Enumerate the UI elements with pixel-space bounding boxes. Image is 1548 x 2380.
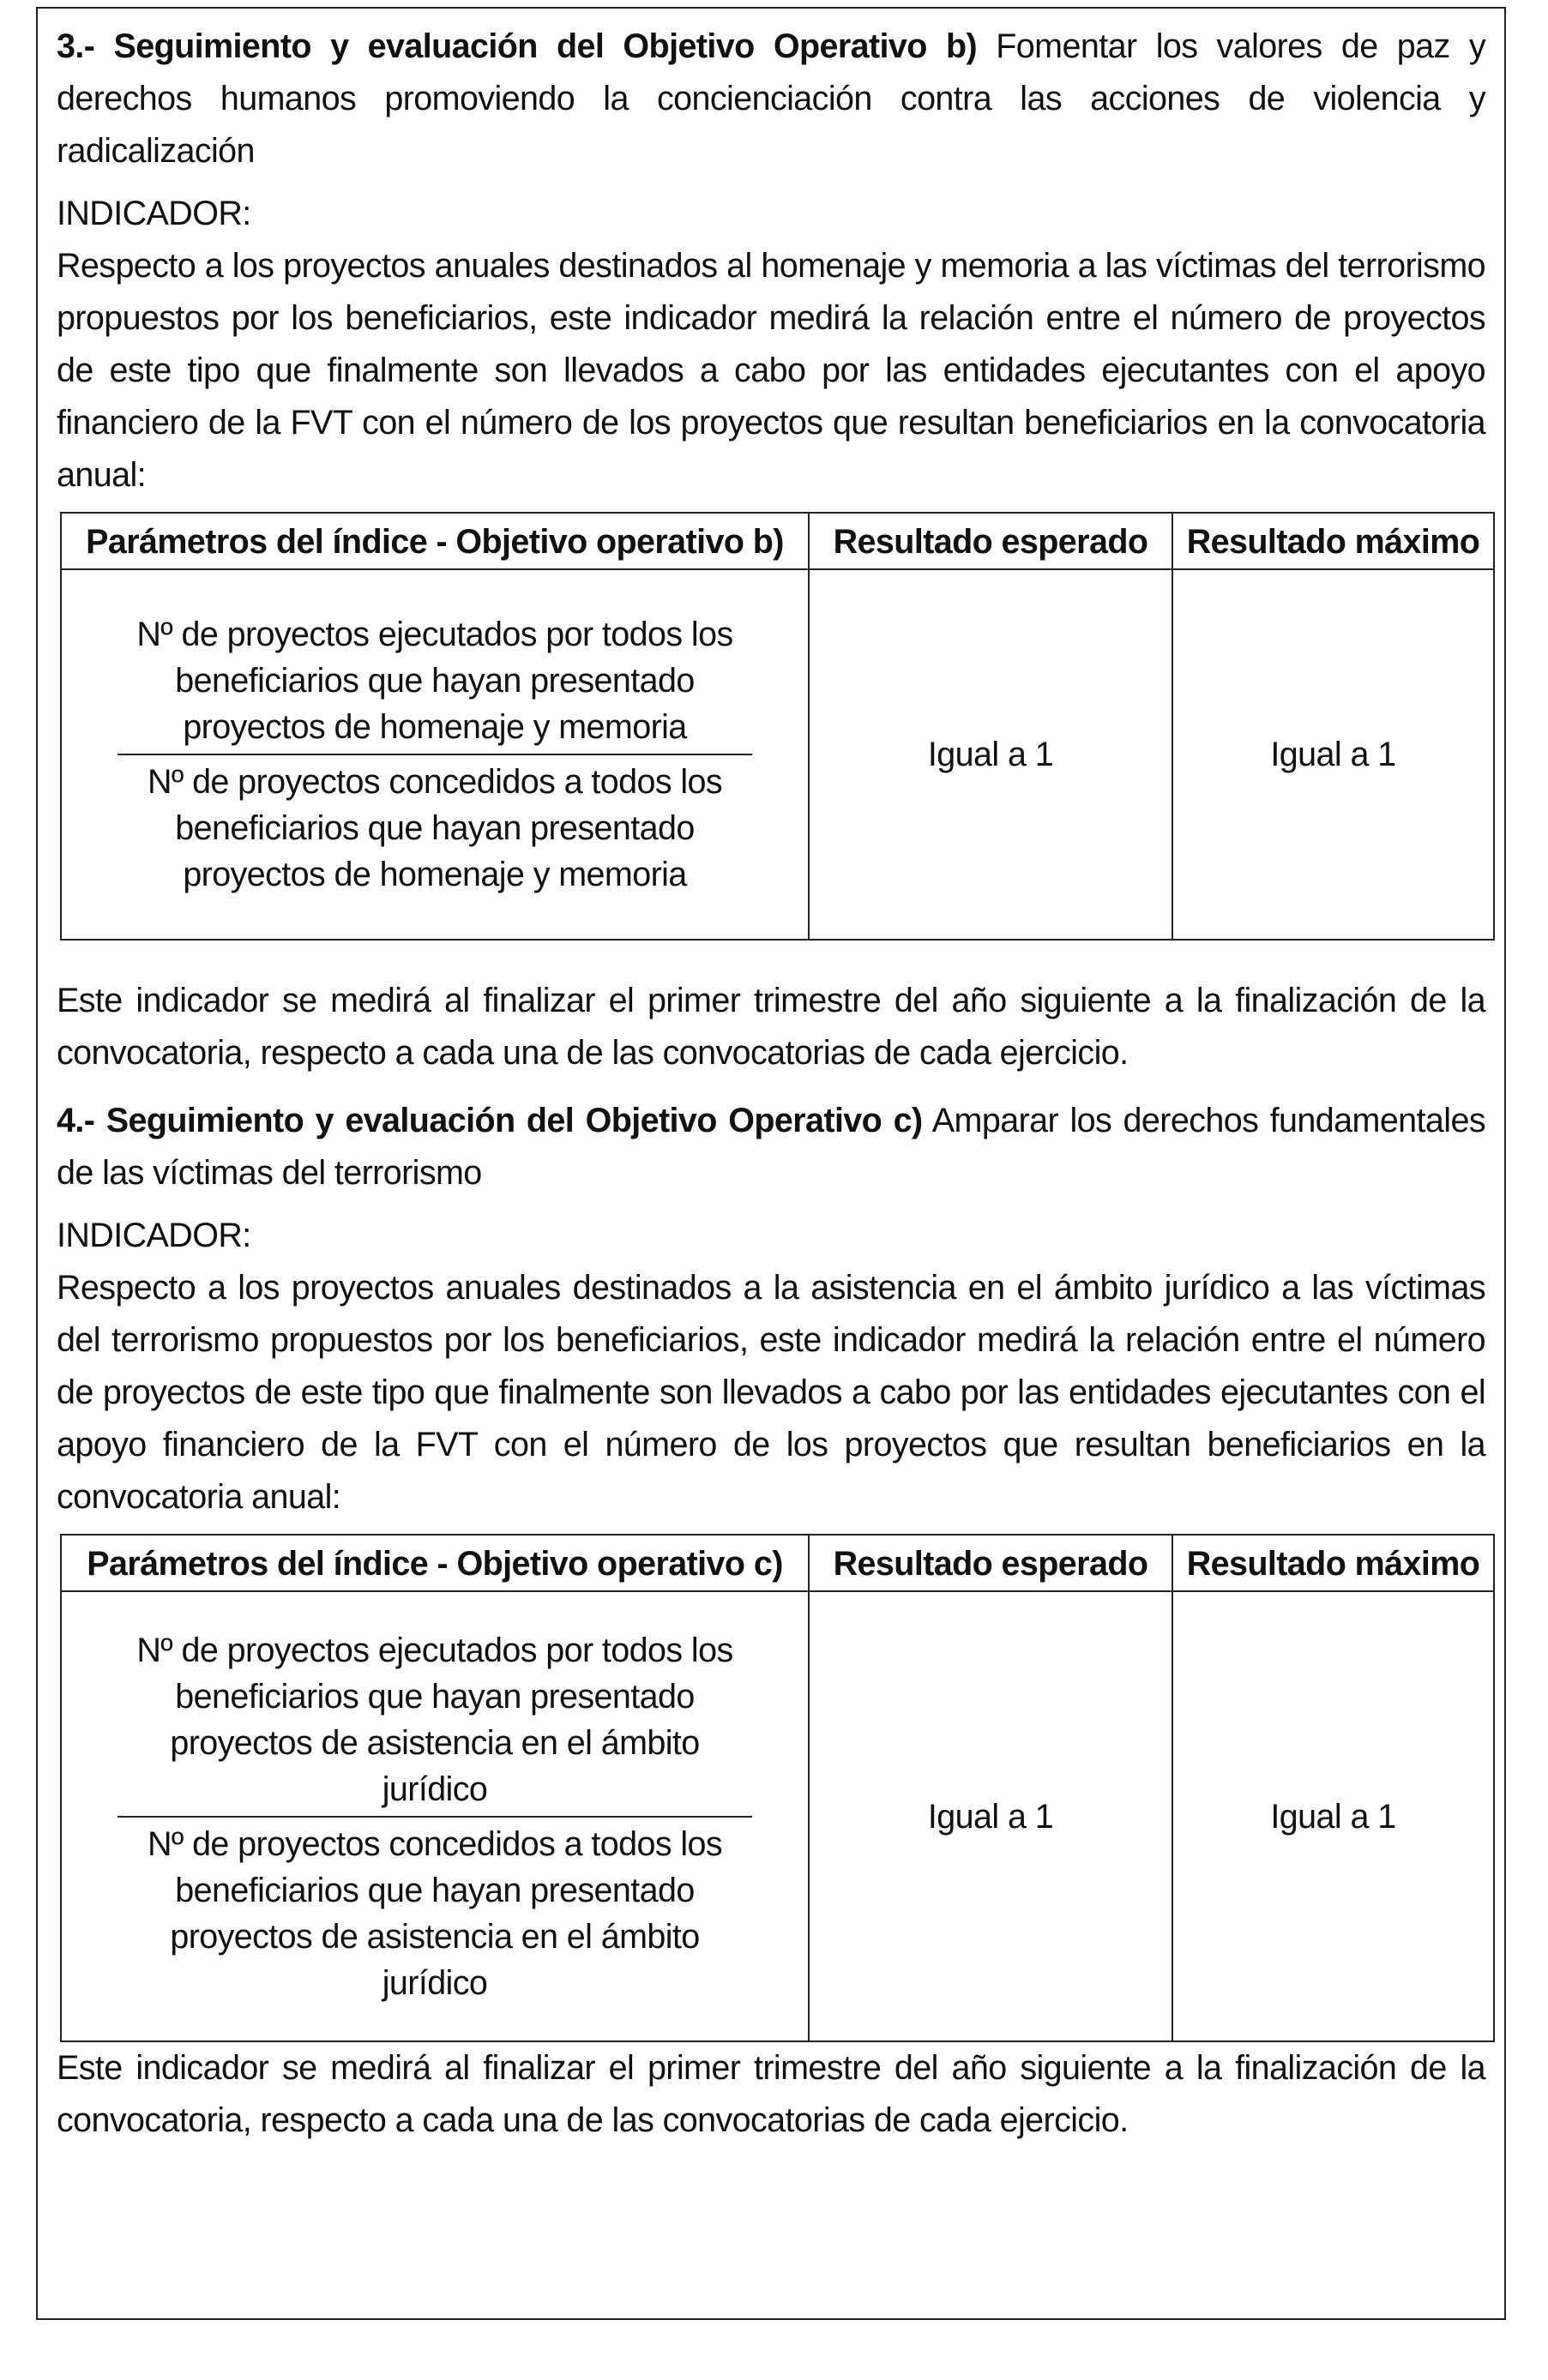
fraction-denominator: Nº de proyectos concedidos a todos los beneficiarios que hayan presentado proyectos de homenaje y memoria <box>147 763 723 893</box>
section3-indicator-label: INDICADOR: <box>57 195 251 232</box>
section4-heading-text: Amparar los derechos fundamentales de las víctimas del terrorismo <box>57 1102 1485 1192</box>
index-fraction-cell <box>61 569 809 940</box>
maximum-result-value: Igual a 1 <box>1172 569 1494 940</box>
section4-footer: Este indicador se medirá al finalizar el primer trimestre del año siguiente a la finalización de la convocatoria, respecto a cada una de las convocatorias de cada ejercicio. <box>57 2049 1485 2139</box>
index-fraction <box>117 1627 752 2006</box>
section3-heading <box>57 21 1485 177</box>
section3-indicator-text: Respecto a los proyectos anuales destinados al homenaje y memoria a las víctimas del terrorismo propuestos por los beneficiarios, este indicador medirá la relación entre el número de proyectos de este tipo que finalmente son llevados a cabo por las entidades ejecutantes con el apoyo financiero de la FVT con el número de los proyectos que resultan beneficiarios en la convocatoria anual: <box>57 247 1485 494</box>
fraction-denominator: Nº de proyectos concedidos a todos los beneficiarios que hayan presentado proyectos de asistencia en el ámbito jurídico <box>147 1824 723 2002</box>
header-parameters: Parámetros del índice - Objetivo operativo c) <box>61 1535 809 1591</box>
fraction-numerator: Nº de proyectos ejecutados por todos los beneficiarios que hayan presentado proyectos de homenaje y memoria <box>117 611 752 755</box>
expected-result-value: Igual a 1 <box>809 569 1172 940</box>
index-fraction <box>117 611 752 898</box>
section4-heading-bold: 4.- Seguimiento y evaluación del Objetivo Operativo c) <box>57 1102 923 1139</box>
table-row <box>61 569 1494 940</box>
index-fraction-cell <box>61 1591 809 2041</box>
document-frame <box>36 7 1506 2320</box>
section4-indicator-text: Respecto a los proyectos anuales destinados a la asistencia en el ámbito jurídico a las víctimas del terrorismo propuestos por los beneficiarios, este indicador medirá la relación entre el número de proyectos de este tipo que finalmente son llevados a cabo por las entidades ejecutantes con el apoyo financiero de la FVT con el número de los proyectos que resultan beneficiarios en la convocatoria anual: <box>57 1269 1485 1516</box>
expected-result-value: Igual a 1 <box>809 1591 1172 2041</box>
table-header-row <box>61 513 1494 569</box>
section3-footer: Este indicador se medirá al finalizar el primer trimestre del año siguiente a la finalización de la convocatoria, respecto a cada una de las convocatorias de cada ejercicio. <box>57 982 1485 1072</box>
header-maximum-result: Resultado máximo <box>1172 513 1494 569</box>
section3-heading-text: Fomentar los valores de paz y derechos humanos promoviendo la concienciación contra las acciones de violencia y radicalización <box>57 27 1486 170</box>
section3-heading-bold: 3.- Seguimiento y evaluación del Objetivo Operativo b) <box>57 27 978 65</box>
header-parameters: Parámetros del índice - Objetivo operativo b) <box>61 513 809 569</box>
table-row <box>61 1591 1494 2041</box>
section4-indicator-table <box>60 1534 1495 2042</box>
maximum-result-value: Igual a 1 <box>1172 1591 1494 2041</box>
section3-indicator-table <box>60 512 1495 941</box>
table-header-row <box>61 1535 1494 1591</box>
header-maximum-result: Resultado máximo <box>1172 1535 1494 1591</box>
header-expected-result: Resultado esperado <box>809 513 1172 569</box>
fraction-numerator: Nº de proyectos ejecutados por todos los beneficiarios que hayan presentado proyectos de asistencia en el ámbito jurídico <box>117 1627 752 1818</box>
section4-indicator-label: INDICADOR: <box>57 1217 251 1254</box>
section4-heading <box>57 1095 1485 1199</box>
header-expected-result: Resultado esperado <box>809 1535 1172 1591</box>
